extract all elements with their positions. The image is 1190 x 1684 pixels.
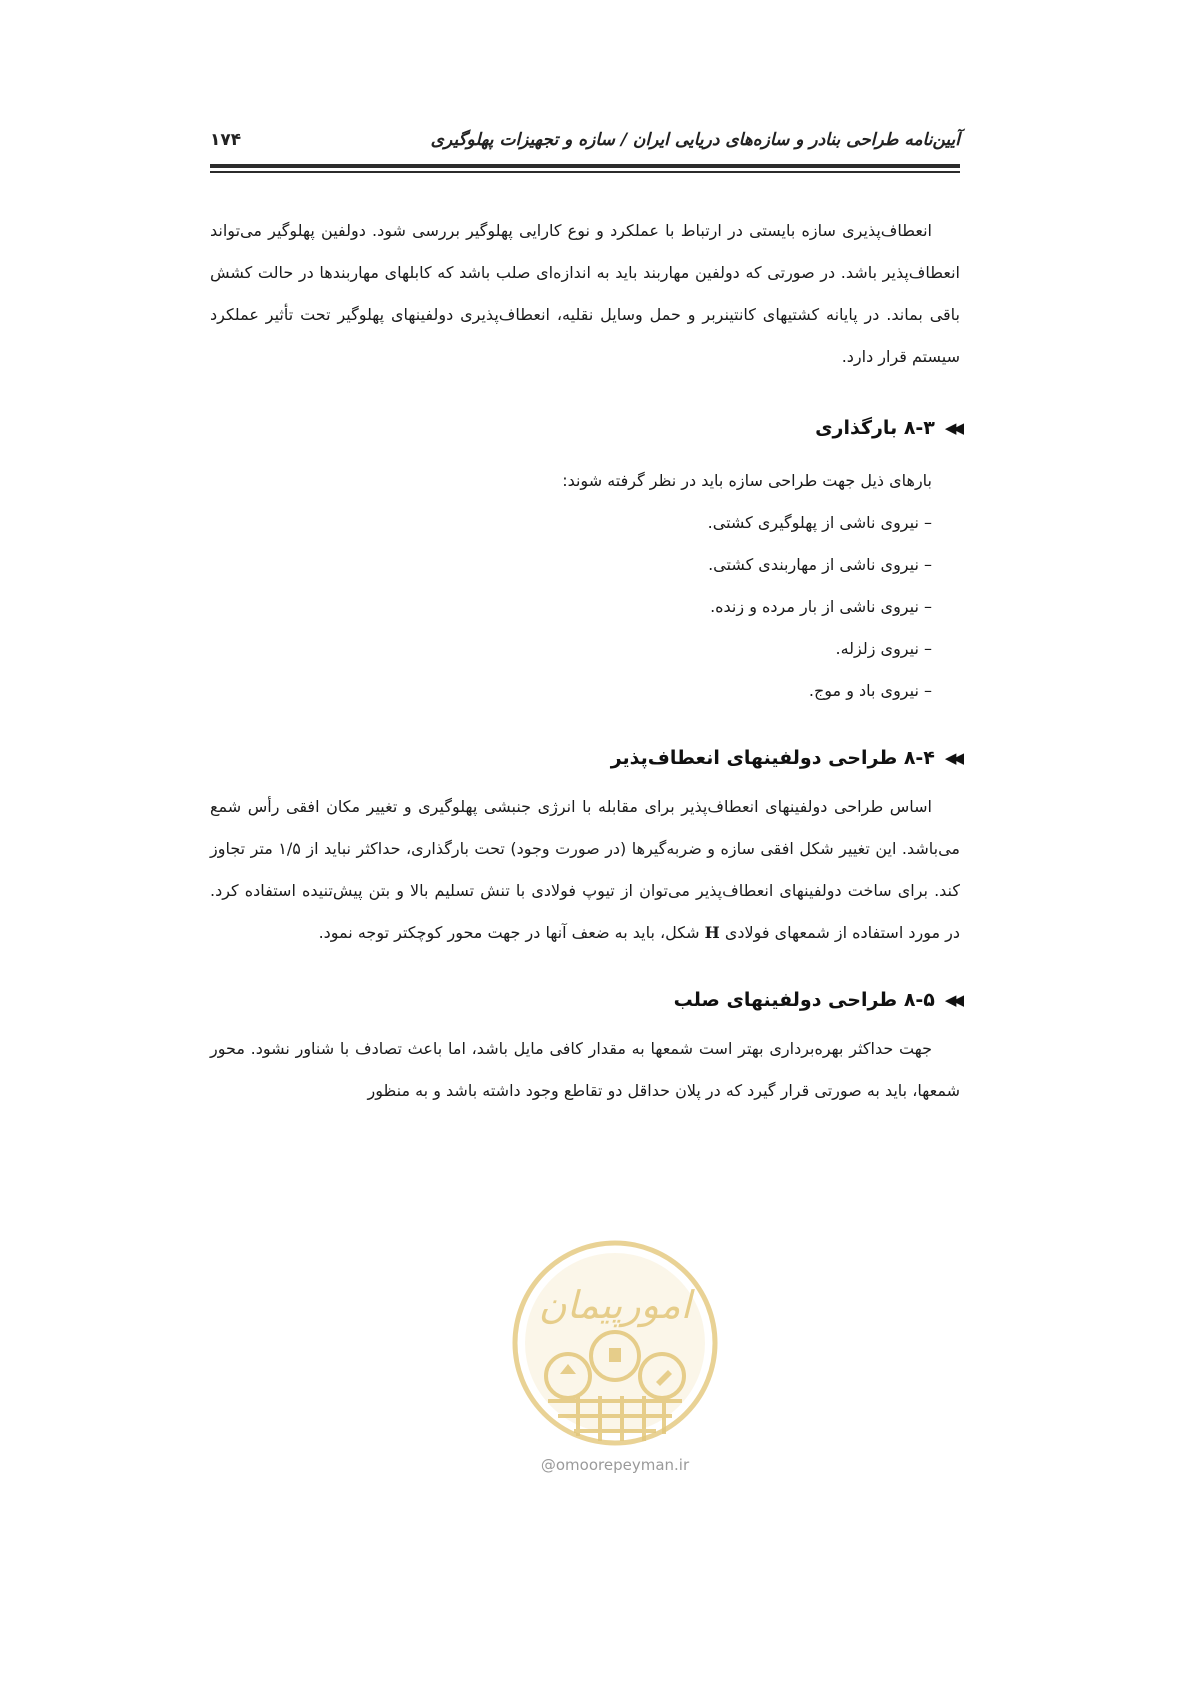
intro-paragraph: انعطاف‌پذیری سازه بایستی در ارتباط با عملکرد و نوع کارایی پهلوگیر بررسی شود. دولفین پهلوگیر می‌تواند انعطاف‌پذیر باشد. در صورتی که دولفین مهاربند باید به اندازه‌ای صلب باشد که کابلهای مهاربندها در حالت کشش باقی بماند. در پایانه کشتیهای کانتینربر و حمل وسایل نقلیه، انعطاف‌پذیری دولفینهای پهلوگیر تحت تأثیر عملکرد سیستم قرار دارد.: [210, 221, 960, 366]
page-header: [210, 128, 960, 162]
header-rule-thin: [210, 171, 960, 173]
section-heading-rigid-dolphins: [210, 980, 960, 1020]
list-item: – نیروی ناشی از مهاربندی کشتی.: [708, 555, 932, 574]
section-heading-text: ۸-۴ طراحی دولفینهای انعطاف‌پذیر: [610, 747, 935, 769]
double-arrow-bullet-icon: ◀◀: [944, 749, 960, 767]
paragraph-text: اساس طراحی دولفینهای انعطاف‌پذیر برای مقابله با انرژی جنبشی پهلوگیری و تغییر مکان افقی رأس شمع می‌باشد. این تغییر شکل افقی سازه و ضربه‌گیرها (در صورت وجود) تحت بارگذاری، حداکثر نباید از ۱/۵ متر تجاوز کند. برای ساخت دولفینهای انعطاف‌پذیر می‌توان از تیوپ فولادی با تنش تسلیم بالا و بتن پیش‌تنیده استفاده کرد. در مورد استفاده از شمعهای فولادی: [210, 797, 960, 942]
section-heading-text: ۸-۵ طراحی دولفینهای صلب: [673, 989, 935, 1011]
list-item: – نیروی ناشی از بار مرده و زنده.: [710, 597, 932, 616]
page-content: [210, 210, 960, 1112]
list-item: – نیروی زلزله.: [835, 639, 932, 658]
double-arrow-bullet-icon: ◀◀: [944, 419, 960, 437]
section-heading-flexible-dolphins: [210, 738, 960, 778]
list-item: – نیروی باد و موج.: [808, 681, 932, 700]
double-arrow-bullet-icon: ◀◀: [944, 991, 960, 1009]
list-item: – نیروی ناشی از پهلوگیری کشتی.: [707, 513, 932, 532]
watermark-logo-icon: [508, 1236, 722, 1450]
h-letter: H: [704, 923, 720, 942]
loads-list: [210, 502, 932, 712]
header-rule-thick: [210, 164, 960, 168]
section-heading-text: ۸-۳ بارگذاری: [815, 417, 935, 439]
paragraph-text: شکل، باید به ضعف آنها در جهت محور کوچکتر توجه نمود.: [318, 923, 700, 942]
rigid-dolphins-paragraph: جهت حداکثر بهره‌برداری بهتر است شمعها به مقدار کافی مایل باشد، اما باعث تصادف با شناور نشود. محور شمعها، باید به صورتی قرار گیرد که در پلان حداقل دو تقاطع وجود داشته باشد و به منظور: [210, 1039, 960, 1100]
watermark-logo-text: امورپیمان: [538, 1283, 692, 1327]
loads-list-intro: بارهای ذیل جهت طراحی سازه باید در نظر گرفته شوند:: [562, 471, 932, 490]
section-heading-loading: [210, 408, 960, 448]
header-title: آیین‌نامه طراحی بنادر و سازه‌های دریایی ایران / سازه و تجهیزات پهلوگیری: [430, 130, 960, 150]
flexible-dolphins-paragraph: [210, 786, 960, 954]
page-number: ۱۷۴: [210, 130, 242, 150]
watermark-url: @omoorepeyman.ir: [540, 1456, 690, 1474]
loads-list-block: [210, 460, 932, 712]
